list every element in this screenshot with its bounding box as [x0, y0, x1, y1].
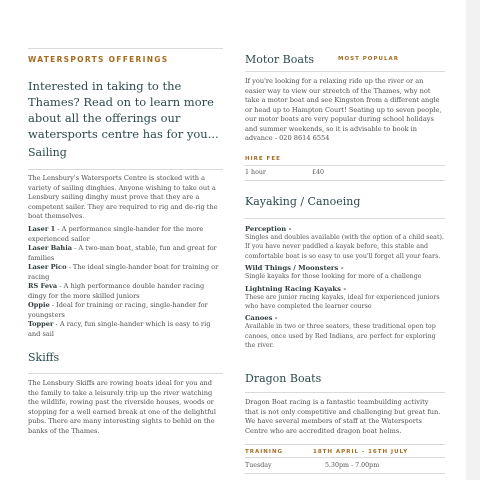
boat-desc: - Ideal for training or racing, single-hander for youngsters: [28, 301, 208, 319]
fee-price: £40: [312, 169, 325, 176]
list-item: [28, 225, 222, 244]
boat-name: Laser Pico: [28, 263, 67, 271]
kayak-list: [245, 225, 445, 351]
divider: [245, 180, 445, 181]
kayak-desc: These are junior racing kayaks, ideal for experienced juniors who have completed the learner course: [245, 293, 440, 311]
list-item: [28, 282, 222, 301]
kayak-desc: Singles and doubles available (with the option of a child seat). If you have never paddled a kayak before, this stable and comfortable boat is so easy to use you'll forget all your fears.: [245, 234, 444, 260]
kayak-name: Canoes -: [245, 314, 278, 323]
sailing-boat-list: [28, 225, 222, 339]
boat-desc: - A two-man boat, stable, fun and great for families: [28, 244, 217, 262]
kayak-name: Perception -: [245, 225, 292, 233]
motor-boats-title: Motor Boats: [245, 53, 315, 66]
divider: [245, 457, 445, 458]
divider: [245, 218, 445, 219]
divider: [245, 444, 445, 445]
kayak-name: Lightning Racing Kayaks -: [245, 284, 347, 293]
divider: [245, 392, 445, 393]
page-edge: [466, 0, 480, 480]
kayak-desc: Single kayaks for those looking for more of a challenge: [245, 273, 422, 281]
list-item: [245, 225, 445, 261]
dragon-boats-title: Dragon Boats: [245, 372, 322, 385]
boat-desc: - The ideal single-hander boat for training or racing: [28, 263, 219, 281]
most-popular-badge: MOST POPULAR: [338, 56, 399, 62]
list-item: [28, 244, 222, 263]
boat-desc: - A performance single-hander for the more experienced sailor: [28, 225, 204, 243]
divider: [28, 373, 223, 374]
divider: [28, 169, 223, 170]
training-day: Tuesday: [245, 462, 272, 469]
boat-desc: - A high performance double hander racing dingy for the more skilled juniors: [28, 282, 205, 300]
list-item: [245, 314, 445, 350]
section-eyebrow: WATERSPORTS OFFERINGS: [28, 55, 169, 64]
dragon-boats-text: Dragon Boat racing is a fantastic teambuilding activity that is not only competitive and challenging but great fun. We have several members of staff at the Watersports Centre who are accredited dragon boat helms.: [245, 398, 441, 435]
kayak-name: Wild Things / Moonsters -: [245, 264, 344, 273]
hire-fee-label: HIRE FEE: [245, 156, 281, 162]
divider: [245, 165, 445, 166]
training-dates: 18TH APRIL - 16TH JULY: [313, 449, 409, 455]
divider: [245, 71, 445, 72]
sailing-intro: The Lensbury's Watersports Centre is stocked with a variety of sailing dinghies. Anyone wishing to take out a Lensbury sailing dinghy must prove that they are a competent sailer. They are required to rig and de-rig the boat themselves.: [28, 174, 218, 220]
list-item: [28, 263, 222, 282]
boat-name: Laser Bahia: [28, 244, 73, 252]
training-label: TRAINING: [245, 449, 284, 455]
skiffs-text: The Lensbury Skiffs are rowing boats ideal for you and the family to take a leisurely trip up the river watching the wildlife, rowing past the riverside houses, woods or stopping for a well earned break at one of the delightful pubs. There are many interesting sights to behld on the banks of the Thames.: [28, 379, 216, 435]
list-item: [245, 264, 445, 281]
skiffs-title: Skiffs: [28, 351, 60, 364]
motor-boats-text: If you're looking for a relaxing ride up the river or an easier way to view our streetch of the Thames, why not take a motor boat and see Kingston from a different angle or head up to Hampton Court! Seating up to seven people, our motor boats are very popular during school holidays and summer weekends, so it is advisable to book in advance - 020 8614 6554: [245, 77, 442, 142]
kayaking-title: Kayaking / Canoeing: [245, 195, 361, 208]
kayak-desc: Available in two or three seaters, these traditional open top canoes, once used by Red Indians, are perfect for exploring the river.: [245, 323, 436, 350]
divider: [28, 48, 223, 49]
sailing-title: Sailing: [28, 146, 67, 159]
list-item: [28, 301, 222, 320]
fee-duration: 1 hour: [245, 169, 266, 176]
boat-name: Oppie: [28, 301, 50, 309]
divider: [245, 473, 445, 474]
boat-desc: - A racy, fun single-hander which is easy to rig and sail: [28, 320, 211, 338]
list-item: [245, 285, 445, 312]
boat-name: RS Feva: [28, 282, 58, 290]
list-item: [28, 320, 222, 339]
boat-name: Laser 1: [28, 225, 56, 233]
boat-name: Topper: [28, 320, 54, 328]
training-time: 5.30pm - 7.00pm: [325, 462, 380, 469]
intro-text: Interested in taking to the Thames? Read on to learn more about all the offerings our watersports centre has for you...: [28, 79, 219, 141]
